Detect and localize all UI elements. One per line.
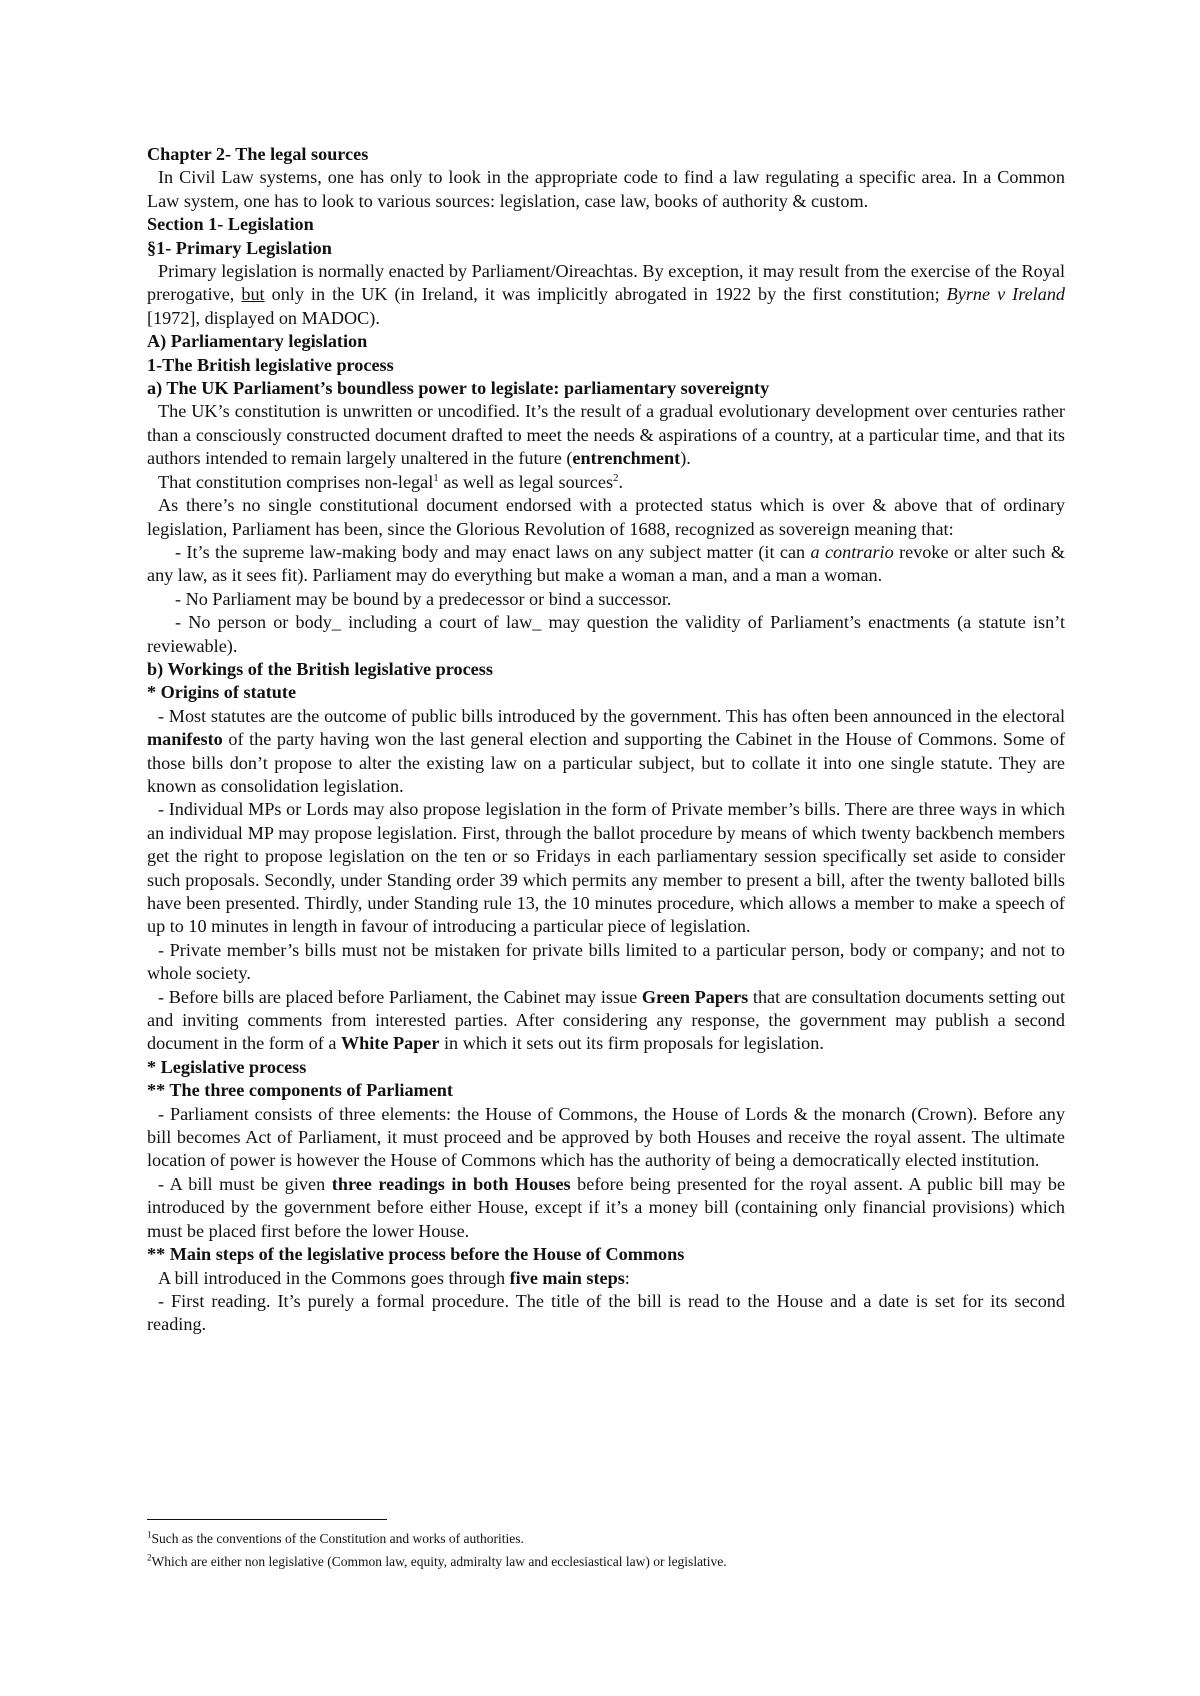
text-run: ). <box>680 448 691 469</box>
italic-term: a contrario <box>810 541 894 562</box>
text-run: of the party having won the last general election and supporting the Cabinet in the House of Commons. Some of those bills don’t propose to alter the existing law on a particular subject, but to collate it into one single statute. They are known as consolidation legislation. <box>147 729 1066 796</box>
footnote-marker: 2 <box>147 1552 152 1563</box>
papers-paragraph <box>147 986 1065 1056</box>
underlined-word: but <box>241 284 265 305</box>
footnote-marker: 1 <box>147 1529 152 1540</box>
footnote-ref-1[interactable]: 1 <box>433 471 439 484</box>
origins-paragraph <box>147 705 1065 799</box>
heading-legislative-process: * Legislative process <box>147 1056 307 1077</box>
text-run: - It’s the supreme law-making body and may enact laws on any subject matter (it can <box>175 541 806 562</box>
footnotes <box>147 1527 1065 1573</box>
text-run: only in the UK (in Ireland, it was implicitly abrogated in 1922 by the first constitution; <box>271 284 940 305</box>
bullet-paragraph <box>147 541 1065 588</box>
bold-term: manifesto <box>147 729 223 750</box>
private-bills-paragraph: - Private member’s bills must not be mistaken for private bills limited to a particular person, body or company; and not to whole society. <box>147 939 1065 984</box>
footnote-text: Which are either non legislative (Common law, equity, admiralty law and ecclesiastical law) or legislative. <box>151 1554 727 1569</box>
bold-term: entrenchment <box>572 448 681 469</box>
bold-term: White Paper <box>340 1033 440 1054</box>
heading-origins: * Origins of statute <box>147 682 297 703</box>
steps-paragraph <box>147 1267 1065 1290</box>
bullet-paragraph: - No Parliament may be bound by a predecessor or bind a successor. <box>175 588 672 609</box>
footnote-1 <box>147 1527 1065 1550</box>
bold-term: five main steps <box>509 1267 625 1288</box>
section-heading: Section 1- Legislation <box>147 214 314 235</box>
components-paragraph: - Parliament consists of three elements: the House of Commons, the House of Lords & the monarch (Crown). Before any bill becomes Act of Parliament, it must proceed and be approved by both Houses and receive the royal assent. The ultimate location of power is however the House of Commons which has the authority of being a democratically elected institution. <box>147 1103 1065 1171</box>
heading-three-components: ** The three components of Parliament <box>147 1080 453 1101</box>
footnote-2 <box>147 1550 1065 1573</box>
heading-a-small: a) The UK Parliament’s boundless power to legislate: parliamentary sovereignty <box>147 378 770 399</box>
text-run: that are consultation documents setting out and inviting comments from interested parties. After considering any response, the government may publish a second document in the form of a <box>147 986 1066 1054</box>
heading-main-steps: ** Main steps of the legislative process before the House of Commons <box>147 1244 685 1265</box>
footnote-ref-2[interactable]: 2 <box>613 471 619 484</box>
text-run: - A bill must be given <box>158 1173 326 1194</box>
constitution-paragraph <box>147 400 1065 470</box>
heading-1: 1-The British legislative process <box>147 354 394 375</box>
case-name: Byrne v Ireland <box>946 284 1066 305</box>
first-reading-paragraph: - First reading. It’s purely a formal procedure. The title of the bill is read to the House and a date is set for its second reading. <box>147 1290 1065 1335</box>
bold-term: three readings in both Houses <box>331 1173 571 1194</box>
text-run: A bill introduced in the Commons goes through <box>158 1267 506 1288</box>
intro-paragraph: In Civil Law systems, one has only to look in the appropriate code to find a law regulating a specific area. In a Common Law system, one has to look to various sources: legislation, case law, books of authority & custom. <box>147 167 1065 211</box>
sovereign-paragraph: As there’s no single constitutional document endorsed with a protected status which is over & above that of ordinary legislation, Parliament has been, since the Glorious Revolution of 1688, recognized as sovereign meaning that: <box>147 495 1065 539</box>
comprises-paragraph <box>147 471 1065 494</box>
text-run: - Most statutes are the outcome of public bills introduced by the government. This has often been announced in the electoral <box>158 705 1065 726</box>
text-run: [1972], displayed on MADOC). <box>147 307 380 328</box>
text-run: before being presented for the royal assent. A public bill may be introduced by the government before either House, except if it’s a money bill (containing only financial provisions) which must be placed first before the lower House. <box>147 1173 1066 1241</box>
readings-paragraph <box>147 1173 1065 1243</box>
heading-a: A) Parliamentary legislation <box>147 331 368 352</box>
text-run: The UK’s constitution is unwritten or uncodified. It’s the result of a gradual evolutionary development over centuries rather than a consciously constructed document drafted to meet the needs & aspirations of a country, at a particular time, and that its authors intended to remain largely unaltered in the future ( <box>147 401 1065 469</box>
chapter-heading: Chapter 2- The legal sources <box>147 144 369 164</box>
footnote-separator <box>147 1519 387 1520</box>
bold-term: Green Papers <box>641 986 749 1007</box>
text-run: Primary legislation is normally enacted by Parliament/Oireachtas. By exception, it may result from the exercise of the Royal prerogative, <box>147 261 1065 305</box>
text-run: That constitution comprises non-legal <box>158 471 434 492</box>
text-run: . <box>618 471 624 492</box>
bullet-paragraph: - No person or body_ including a court of law_ may question the validity of Parliament’s enactments (a statute isn’t reviewable). <box>147 612 1065 656</box>
text-run: revoke or alter such & any law, as it sees fit). Parliament may do everything but make a woman a man, and a man a woman. <box>147 541 1066 586</box>
text-run: - Before bills are placed before Parliament, the Cabinet may issue <box>158 986 638 1007</box>
text-run: in which it sets out its firm proposals for legislation. <box>444 1033 824 1054</box>
individual-mps-paragraph: - Individual MPs or Lords may also propose legislation in the form of Private member’s bills. There are three ways in which an individual MP may propose legislation. First, through the ballot procedure by means of which twenty backbench members get the right to propose legislation on the ten or so Fridays in each parliamentary session specifically set aside to consider such proposals. Secondly, under Standing order 39 which permits any member to present a bill, after the twenty balloted bills have been presented. Thirdly, under Standing rule 13, the 10 minutes procedure, which allows a member to make a speech of up to 10 minutes in length in favour of introducing a particular piece of legislation. <box>147 799 1065 937</box>
footnote-text: Such as the conventions of the Constitution and works of authorities. <box>151 1531 524 1546</box>
primary-legislation-paragraph <box>147 260 1065 330</box>
text-run: : <box>624 1267 630 1288</box>
subsection-heading: §1- Primary Legislation <box>147 237 332 258</box>
heading-b: b) Workings of the British legislative process <box>147 658 493 679</box>
text-run: as well as legal sources <box>443 471 614 492</box>
document-body <box>147 143 1065 1337</box>
